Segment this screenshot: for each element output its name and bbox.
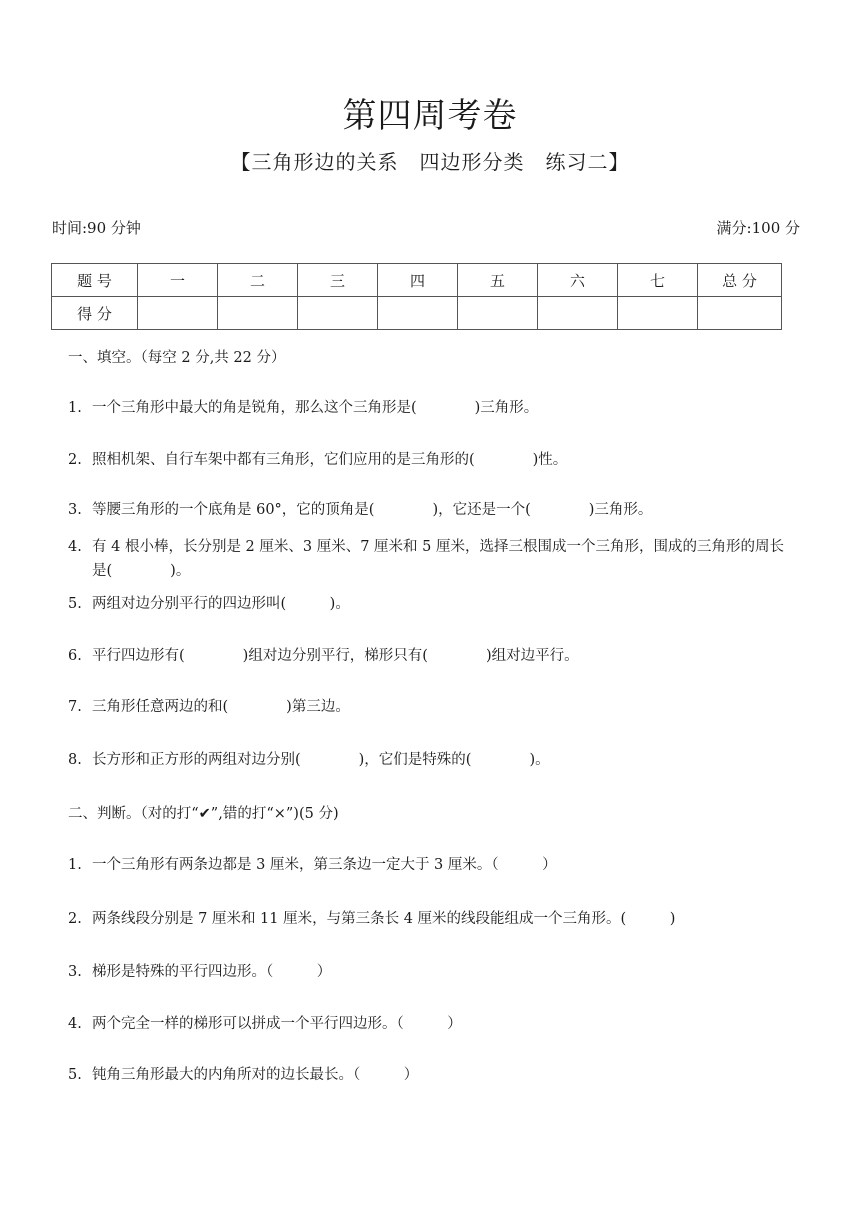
- question-text: 等腰三角形的一个底角是 60°，它的顶角是( )，它还是一个( )三角形。: [92, 502, 653, 518]
- question-number: 8.: [68, 752, 82, 768]
- score-header-cell: 三: [298, 264, 378, 297]
- score-header-cell: 一: [138, 264, 218, 297]
- score-cell[interactable]: [218, 297, 298, 330]
- question-item: [68, 535, 798, 583]
- score-row-label: 得 分: [52, 297, 138, 330]
- question-item: [68, 498, 798, 522]
- question-item: [68, 907, 798, 931]
- score-cell[interactable]: [138, 297, 218, 330]
- question-text: 一个三角形中最大的角是锐角，那么这个三角形是( )三角形。: [92, 400, 539, 416]
- question-number: 1.: [68, 400, 82, 416]
- question-text: 长方形和正方形的两组对边分别( )，它们是特殊的( )。: [92, 752, 550, 768]
- question-text: 一个三角形有两条边都是 3 厘米，第三条边一定大于 3 厘米。（ ）: [92, 857, 557, 873]
- question-number: 1.: [68, 857, 82, 873]
- question-item: [68, 960, 798, 984]
- question-text: 钝角三角形最大的内角所对的边长最长。（ ）: [92, 1067, 419, 1083]
- exam-subtitle: 【三角形边的关系 四边形分类 练习二】: [230, 150, 630, 174]
- score-header-cell: 七: [618, 264, 698, 297]
- score-header-cell: 总 分: [698, 264, 782, 297]
- question-item: [68, 448, 798, 472]
- question-text: 两个完全一样的梯形可以拼成一个平行四边形。（ ）: [92, 1016, 462, 1032]
- question-number: 6.: [68, 648, 82, 664]
- time-limit: 时间:90 分钟: [52, 219, 141, 237]
- score-cell[interactable]: [538, 297, 618, 330]
- score-table-score-row: [52, 297, 782, 330]
- question-text: 梯形是特殊的平行四边形。（ ）: [92, 964, 332, 980]
- question-number: 3.: [68, 964, 82, 980]
- question-item: [68, 644, 798, 668]
- full-score: 满分:100 分: [716, 219, 800, 237]
- question-text: 三角形任意两边的和( )第三边。: [92, 699, 350, 715]
- section2-heading: 二、判断。（对的打“✔”,错的打“×”)(5 分): [68, 806, 339, 822]
- question-number: 5.: [68, 1067, 82, 1083]
- exam-title: 第四周考卷: [342, 96, 518, 136]
- score-cell[interactable]: [458, 297, 538, 330]
- score-cell[interactable]: [618, 297, 698, 330]
- score-table-header-row: [52, 264, 782, 297]
- score-header-cell: 四: [378, 264, 458, 297]
- question-number: 5.: [68, 596, 82, 612]
- question-item: [68, 695, 798, 719]
- question-text: 有 4 根小棒，长分别是 2 厘米、3 厘米、7 厘米和 5 厘米，选择三根围成一个三角形，围成的三角形的周长是( )。: [92, 539, 784, 579]
- question-number: 2.: [68, 452, 82, 468]
- question-text: 照相机架、自行车架中都有三角形，它们应用的是三角形的( )性。: [92, 452, 568, 468]
- score-header-cell: 二: [218, 264, 298, 297]
- section1-heading: 一、填空。（每空 2 分,共 22 分）: [68, 350, 286, 366]
- question-number: 2.: [68, 911, 82, 927]
- score-cell[interactable]: [698, 297, 782, 330]
- question-item: [68, 592, 798, 616]
- question-text: 平行四边形有( )组对边分别平行，梯形只有( )组对边平行。: [92, 648, 579, 664]
- question-number: 3.: [68, 502, 82, 518]
- question-item: [68, 396, 798, 420]
- question-number: 4.: [68, 539, 82, 555]
- score-table: [51, 263, 782, 330]
- score-cell[interactable]: [298, 297, 378, 330]
- question-item: [68, 853, 798, 877]
- question-text: 两条线段分别是 7 厘米和 11 厘米，与第三条长 4 厘米的线段能组成一个三角形。( ): [92, 911, 676, 927]
- score-cell[interactable]: [378, 297, 458, 330]
- question-item: [68, 1063, 798, 1087]
- score-header-cell: 五: [458, 264, 538, 297]
- question-number: 4.: [68, 1016, 82, 1032]
- question-item: [68, 1012, 798, 1036]
- question-number: 7.: [68, 699, 82, 715]
- score-header-cell: 六: [538, 264, 618, 297]
- score-header-cell: 题 号: [52, 264, 138, 297]
- question-item: [68, 748, 798, 772]
- question-text: 两组对边分别平行的四边形叫( )。: [92, 596, 350, 612]
